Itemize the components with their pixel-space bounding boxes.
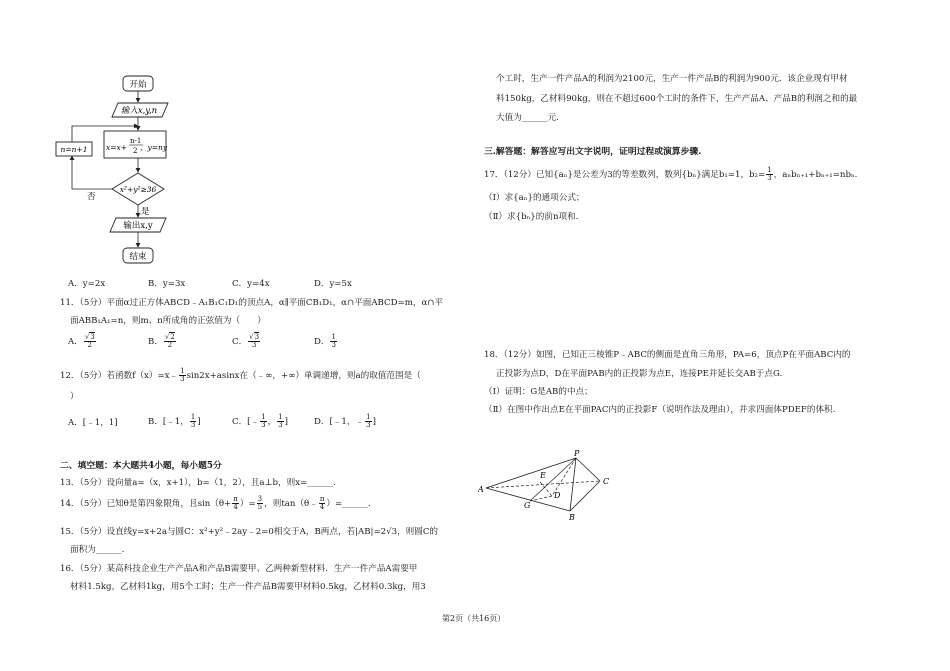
q11-option-d: D． $\frac{1}{3}$: [314, 333, 336, 349]
q12-option-a: A．[﹣1，1]: [68, 418, 118, 428]
label-a: A: [478, 485, 484, 494]
q18-line1: 18．（12分）如图，已知正三棱锥P﹣ABC的侧面是直角三角形，PA=6，顶点P在平面ABC内的: [484, 350, 851, 360]
end-text: 结束: [129, 252, 147, 262]
q17-part1: （Ⅰ）求{aₙ}的通项公式；: [484, 193, 585, 203]
condition-text: x²+y²≥36: [119, 185, 157, 194]
q11-line1: 11．（5分）平面α过正方体ABCD﹣A₁B₁C₁D₁的顶点A，α∥平面CB₁D₁，α∩平面ABCD=m，α∩平: [60, 298, 444, 308]
q16-line2: 材料1.5kg，乙材料1kg，用5个工时；生产一件产品B需要甲材料0.5kg，乙材料0.3kg，用3: [70, 582, 426, 592]
label-e: E: [540, 471, 546, 480]
q15-line2: 面积为______.: [70, 545, 125, 555]
q18-part1: （Ⅰ）证明：G是AB的中点；: [484, 387, 593, 397]
q10-option-c: C．y=4x: [232, 279, 270, 289]
q17-text: 17．（12分）已知{aₙ}是公差为3的等差数列，数列{bₙ}满足b₁=1，b₂= $\frac{1}{3}$ ，aₙbₙ₊₁+bₙ₊₁=nbₙ.: [484, 166, 858, 182]
q13-text: 13．（5分）设向量a=（x，x+1），b=（1，2），且a⊥b，则x=______.: [60, 478, 336, 488]
q12-option-d: D．[﹣1，﹣ $\frac{1}{3}$ ]: [314, 413, 376, 429]
q16-line4: 料150kg，乙材料90kg，则在不超过600个工时的条件下，生产产品A、产品B的利润之和的最: [496, 94, 858, 104]
q15-line1: 15．（5分）设直线y=x+2a与圆C：x²+y²﹣2ay﹣2=0相交于A，B两点，若|AB|=2√3，则圆C的: [60, 527, 439, 537]
q10-option-d: D．y=5x: [314, 279, 352, 289]
q18-part2: （Ⅱ）在图中作出点E在平面PAC内的正投影F（说明作法及理由），并求四面体PDEF的体积.: [484, 405, 836, 415]
label-d: D: [554, 491, 561, 500]
label-c: C: [603, 477, 610, 486]
q11-option-a: A． $\frac{√3}{2}$: [68, 333, 95, 349]
q11-line2: 面ABB₁A₁=n，则m、n所成角的正弦值为（ ）: [70, 316, 266, 326]
q16-line3: 个工时，生产一件产品A的利润为2100元，生产一件产品B的利润为900元．该企业现有甲材: [496, 74, 848, 84]
q12-option-c: C．[﹣ $\frac{1}{3}$ ， $\frac{1}{3}$ ]: [232, 413, 289, 429]
assign-suffix: ，y=ny: [140, 143, 168, 152]
q12-option-b: B．[﹣1， $\frac{1}{3}$ ]: [148, 413, 201, 429]
assign-frac-num: n-1: [130, 137, 142, 145]
q17-part2: （Ⅱ）求{bₙ}的前n项和.: [484, 212, 579, 222]
input-text: 输入x,y,n: [120, 106, 158, 116]
assign-frac-den: 2: [133, 147, 138, 155]
q10-option-b: B．y=3x: [148, 279, 186, 289]
label-g: G: [524, 501, 531, 510]
flowchart: [50, 72, 210, 272]
q12-line2: ）: [70, 392, 79, 402]
q12-line1: 12．（5分）若函数f（x）=x﹣ $\frac{1}{3}$ sin2x+asinx在（﹣∞，+∞）单调递增，则a的取值范围是（: [60, 367, 421, 383]
assign-prefix: x=x+: [106, 143, 128, 152]
label-p: P: [574, 449, 580, 458]
q18-line2: 正投影为点D，D在平面PAB内的正投影为点E，连接PE并延长交AB于点G.: [496, 369, 783, 379]
q11-option-b: B． $\frac{√2}{2}$: [148, 333, 175, 349]
q16-line1: 16．（5分）某高科技企业生产产品A和产品B需要甲、乙两种新型材料．生产一件产品A需要甲: [60, 564, 418, 574]
output-text: 输出x,y: [123, 221, 153, 231]
q14-text: 14．（5分）已知θ是第四象限角，且sin（θ+ $\frac{\pi}{4}$ ）= $\frac{3}{5}$ ，则tan（θ﹣ $\frac{\pi}{4}$ ）=______.: [60, 495, 371, 511]
q11-option-c: C． $\frac{√3}{3}$: [232, 333, 260, 349]
label-b: B: [569, 513, 575, 522]
q16-line5: 大值为______元.: [496, 113, 559, 123]
pyramid-figure: [478, 448, 628, 523]
no-label: 否: [87, 192, 96, 202]
section2-heading: 二、填空题：本大题共4小题，每小题5分: [60, 461, 222, 471]
update-text: n=n+1: [60, 145, 88, 154]
page-footer: 第2页（共16页）: [442, 614, 506, 623]
section3-heading: 三.解答题：解答应写出文字说明，证明过程或演算步骤.: [484, 147, 702, 157]
yes-label: 是: [141, 207, 150, 217]
q10-option-a: A．y=2x: [68, 279, 106, 289]
start-text: 开始: [129, 80, 147, 90]
